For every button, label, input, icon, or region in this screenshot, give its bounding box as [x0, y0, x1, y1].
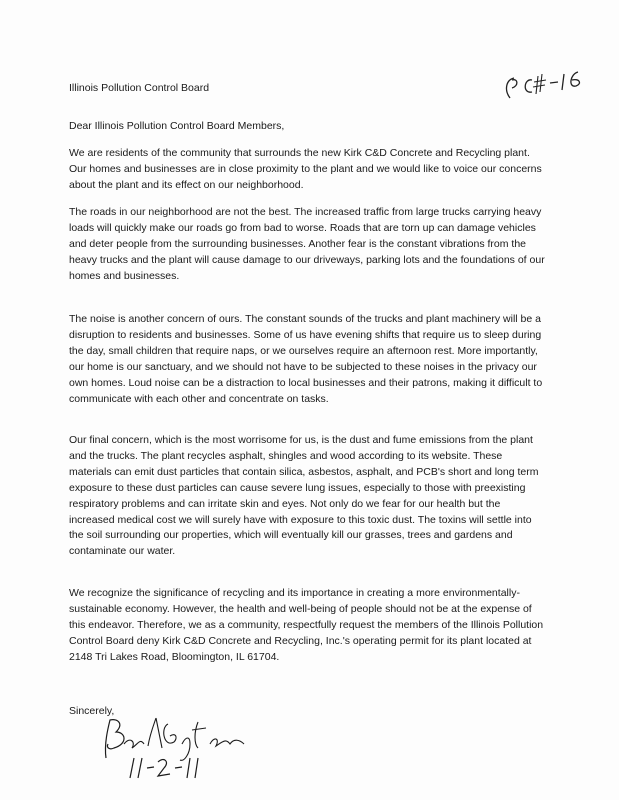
paragraph-dust: Our final concern, which is the most worrisome for us, is the dust and fume emissions from the plant and the trucks. The plant recycles asphalt, shingles and wood according to its website. These materials can emit dust particles that contain silica, asbestos, asphalt, and PCB's short and long term exposure to these dust particles can cause severe lung issues, especially to those with preexisting respiratory problems and can irritate skin and eyes. Not only do we fear for our health but the increased medical cost we will surely have with exposure to this toxic dust. The toxins will settle into the soil surrounding our properties, which will eventually kill our grasses, trees and gardens and contaminate our water.	[69, 434, 539, 558]
paragraph-roads: The roads in our neighborhood are not the best. The increased traffic from large trucks carrying heavy loads will quickly make our roads go from bad to worse. Roads that are torn up can damage vehicles and deter people from the surrounding businesses. Another fear is the constant vibrations from the heavy trucks and the plant will cause damage to our driveways, parking lots and the foundations of our homes and businesses.	[69, 206, 545, 282]
paragraph-request: We recognize the significance of recycling and its importance in creating a more environmentally-sustainable economy. However, the health and well-being of people should not be at the expense of this endeavor. Therefore, we as a community, respectfully request the members of the Illinois Pollution Control Board deny Kirk C&D Concrete and Recycling, Inc.'s operating permit for its plant located at 2148 Tri Lakes Road, Bloomington, IL 61704.	[69, 587, 544, 663]
salutation: Dear Illinois Pollution Control Board Members,	[69, 120, 285, 132]
closing: Sincerely,	[69, 705, 115, 717]
addressee: Illinois Pollution Control Board	[69, 82, 210, 94]
handwritten-date	[124, 752, 204, 782]
paragraph-noise: The noise is another concern of ours. The constant sounds of the trucks and plant machinery will be a disruption to residents and businesses. Some of us have evening shifts that require us to sleep during the day, small children that require naps, or we ourselves require an afternoon rest. More importantly, our home is our sanctuary, and we should not have to be subjected to these noises in the privacy our own homes. Loud noise can be a distraction to local businesses and their patrons, making it difficult to communicate with each other and concentrate on tasks.	[69, 313, 543, 405]
handwritten-stamp	[500, 66, 600, 106]
paragraph-intro: We are residents of the community that surrounds the new Kirk C&D Concrete and Recycling plant. Our homes and businesses are in close proximity to the plant and we would like to voice our concerns about the plant and its effect on our neighborhood.	[69, 147, 542, 191]
